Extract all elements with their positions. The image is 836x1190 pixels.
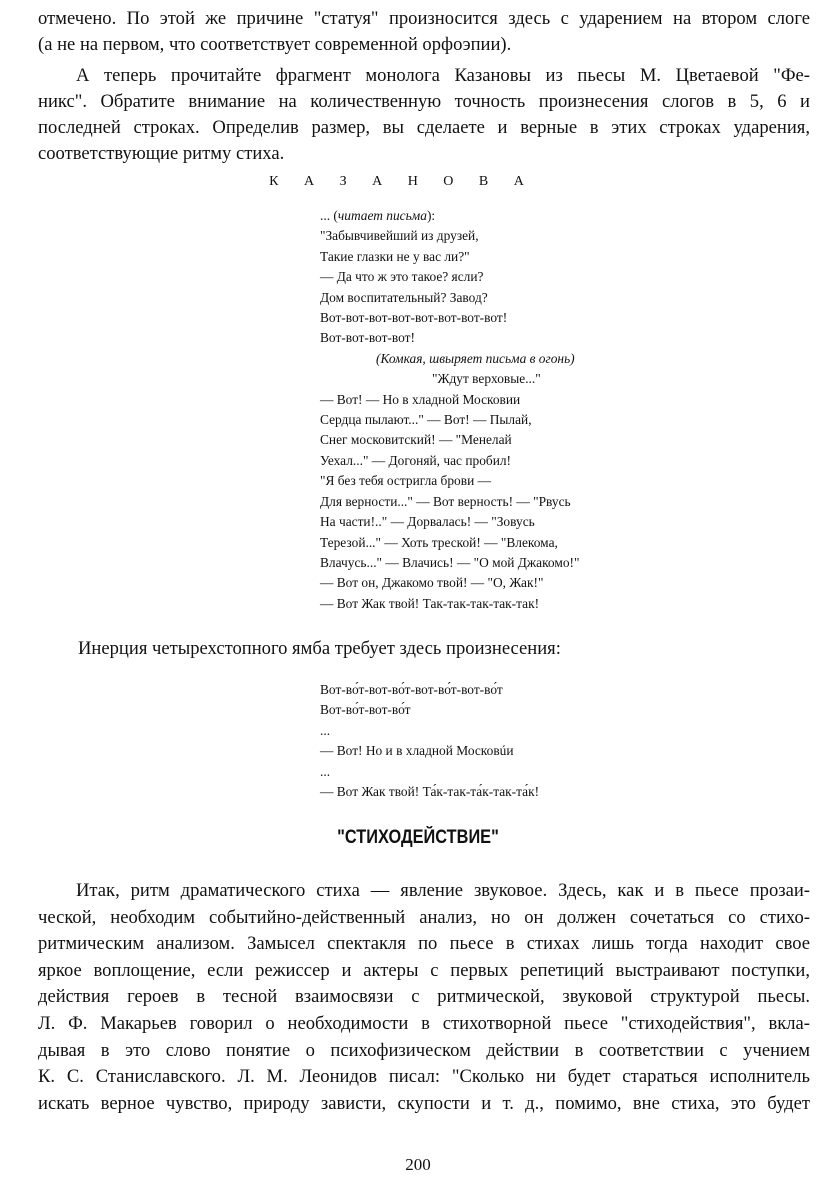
poem-line: Вот-во́т-вот-во́т-вот-во́т-вот-во́т (320, 682, 503, 697)
character-name (0, 174, 826, 190)
poem-line: ... (читает письма): (320, 208, 436, 223)
poem-line: "Ждут верховые..." (432, 371, 541, 387)
poem-line: Вот-вот-вот-вот! (320, 330, 415, 346)
poem-line: Снег московитский! — "Менелай (320, 432, 512, 448)
poem-line: "Забывчивейший из друзей, (320, 228, 479, 244)
poem-line: Сердца пылают..." — Вот! — Пылай, (320, 412, 532, 428)
poem-line: — Вот! Но и в хладной Московúи (320, 743, 514, 759)
poem-line: Влачусь..." — Влачись! — "О мой Джакомо!" (320, 554, 580, 570)
text-line: А теперь прочитайте фрагмент монолога Казановы из пьесы М. Цветаевой "Фе- (76, 65, 810, 86)
text-line: Л. Ф. Макарьев говорил о необходимости в стихотворной пьесе "стиходействия", вкла- (38, 1012, 810, 1034)
poem-line: — Вот Жак твой! Та́к-так-та́к-так-та́к! (320, 784, 540, 800)
text-line: (а не на первом, что соответствует современной орфоэпии). (38, 34, 512, 55)
poem-line: — Вот он, Джакомо твой! — "О, Жак!" (320, 575, 544, 591)
monologue (320, 206, 740, 614)
text-line: действия героев в тесной взаимосвязи с ритмической, звуковой структурой пьесы. (38, 986, 810, 1008)
poem-line: Вот-вот-вот-вот-вот-вот-вот-вот! (320, 310, 508, 326)
text-line: дывая в это слово понятие о психофизическом действии в соответствии с учением (38, 1039, 810, 1061)
text-line: отмечено. По этой же причине "статуя" произносится здесь с ударением на втором слоге (38, 8, 810, 29)
text-line: соответствующие ритму стиха. (38, 143, 285, 164)
poem-line: Терезой..." — Хоть треской! — "Влекома, (320, 534, 558, 550)
poem-line: Вот-во́т-вот-во́т (320, 702, 411, 718)
text-line: последней строках. Определив размер, вы сделаете и верные в этих строках ударения, (38, 117, 810, 138)
poem-line: — Да что ж это такое? ясли? (320, 269, 484, 285)
page-number: 200 (405, 1155, 431, 1174)
poem-line: Для верности..." — Вот верность! — "Рвусь (320, 493, 571, 509)
text-line: яркое воплощение, если режиссер и актеры с первых репетиций выстраивают поступки, (38, 959, 810, 981)
stressed-reading (320, 680, 740, 802)
text-line: искать верное чувство, природу зависти, скупости и т. д., помимо, вне стиха, это будет (38, 1092, 810, 1114)
top-paragraph (38, 6, 810, 58)
poem-line: Такие глазки не у вас ли?" (320, 248, 470, 264)
poem-line: "Я без тебя остригла брови — (320, 473, 491, 489)
poem-line: — Вот! — Но в хладной Московии (320, 391, 521, 407)
intro-paragraph (38, 63, 810, 167)
final-paragraph (38, 878, 810, 1117)
poem-line: Дом воспитательный? Завод? (320, 289, 488, 305)
poem-line: — Вот Жак твой! Так-так-так-так-так! (320, 595, 540, 611)
inertia-sentence: Инерция четырехстопного ямба требует здесь произнесения: (78, 638, 561, 659)
character-name-text: К А З А Н О В А (269, 174, 535, 189)
text-line: ритмическим анализом. Замысел спектакля по пьесе в стихах лишь тогда находит свое (38, 933, 810, 955)
section-title: "СТИХОДЕЙСТВИЕ" (337, 827, 499, 848)
text-line: К. С. Станиславского. Л. М. Леонидов писал: "Сколько ни будет стараться исполнитель (38, 1066, 810, 1088)
poem-line: ... (320, 722, 331, 738)
poem-line: На части!.." — Дорвалась! — "Зовусь (320, 514, 535, 530)
stage-direction: (Комкая, швыряет письма в огонь) (376, 350, 575, 366)
text-line: никс". Обратите внимание на количественную точность произнесения слогов в 5, 6 и (38, 91, 810, 112)
poem-line: ... (320, 763, 331, 779)
text-line: ческой, необходим событийно-действенный анализ, но он должен сочетаться со стихо- (38, 906, 810, 928)
text-line: Итак, ритм драматического стиха — явление звуковое. Здесь, как и в пьесе прозаи- (76, 880, 810, 901)
poem-line: Уехал..." — Догоняй, час пробил! (320, 452, 512, 468)
